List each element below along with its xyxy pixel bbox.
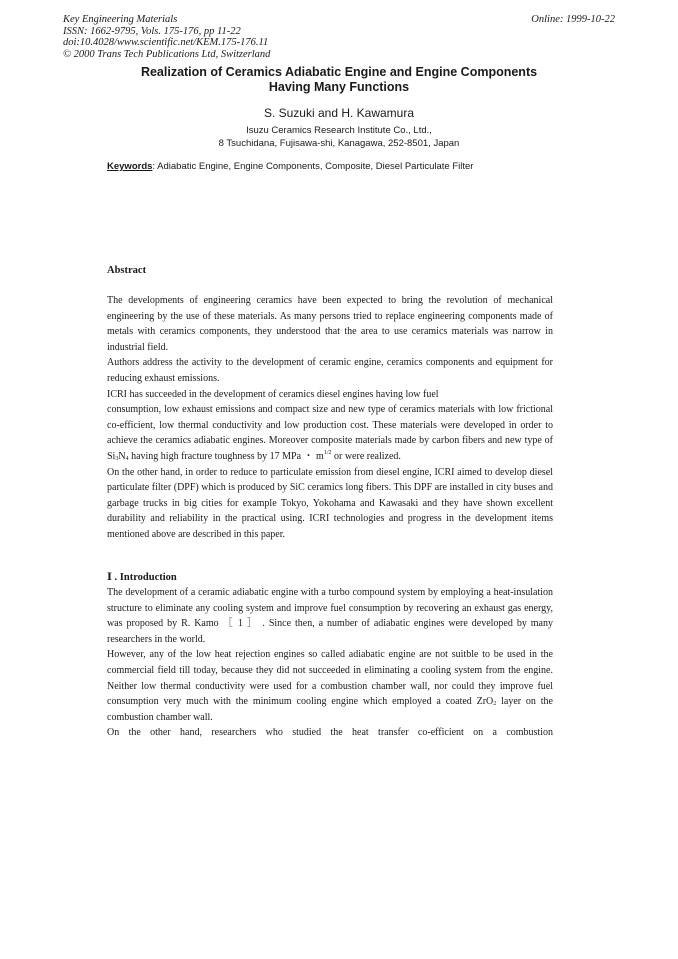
affiliation-line-2: 8 Tsuchidana, Fujisawa-shi, Kanagawa, 252-8501, Japan xyxy=(218,137,460,149)
journal-name: Key Engineering Materials xyxy=(63,14,178,25)
abstract-paragraph: On the other hand, in order to reduce to particulate emission from diesel engine, ICRI aimed to develop diesel particulate filter (DPF) which is produced by SiC ceramics long fibers. This DPF are installed in city buses and garbage trucks in big cities for example Tokyo, Yokohama and Kawasaki and they have shown excellent durability and reliability in the practical using. ICRI technologies and progress in the development items mentioned above are described in this paper. xyxy=(107,466,553,540)
journal-citation xyxy=(63,14,270,60)
abstract-paragraph: consumption, low exhaust emissions and compact size and new type of ceramics materials with low frictional co-efficient, low thermal conductivity and low production cost. These materials were developed in order to achieve the ceramics adiabatic engines. Moreover composite materials made by carbon fibers and new type of $Si_3N_4$ having high fracture toughness by 17 MPa ・ $m^{1/2}$ or were realized. xyxy=(107,404,553,462)
introduction-paragraph: The development of a ceramic adiabatic engine with a turbo compound system by employing a heat-insulation structure to eliminate any cooling system and improve fuel consumption by recovering an exhaust gas energy, was proposed by R. Kamo ［ 1 ］ . Since then, a number of adiabatic engines were developed by many researchers in the world. xyxy=(107,587,553,645)
abstract-paragraph: Authors address the activity to the development of ceramic engine, ceramics components and equipment for reducing exhaust emissions. xyxy=(107,357,553,384)
introduction-body xyxy=(107,585,553,741)
keywords-list: : Adiabatic Engine, Engine Components, Composite, Diesel Particulate Filter xyxy=(152,161,474,172)
affiliation-line-1: Isuzu Ceramics Research Institute Co., Ltd., xyxy=(246,125,432,136)
abstract-paragraph: ICRI has succeeded in the development of ceramics diesel engines having low fuel xyxy=(107,388,439,400)
journal-issn: ISSN: 1662-9795, Vols. 175-176, pp 11-22 xyxy=(63,25,241,37)
paper-authors: S. Suzuki and H. Kawamura xyxy=(263,106,415,120)
author-affiliation xyxy=(0,125,678,150)
abstract-body xyxy=(107,293,553,543)
introduction-paragraph: However, any of the low heat rejection engines so called adiabatic engine are not suitble to be used in the commercial field till today, because they did not succeeded in eliminating a cooling system from the engine. Neither low thermal conductivity were used for a combustion chamber wall, nor could they improve fuel consumption very much with the minimum cooling engine which employed a coated ZrO$_2$ layer on the combustion chamber wall. xyxy=(107,649,553,723)
journal-copyright: © 2000 Trans Tech Publications Ltd, Switzerland xyxy=(63,48,271,60)
introduction-heading: Ⅰ . Introduction xyxy=(107,572,177,583)
keywords-label: Keywords xyxy=(107,161,153,172)
paper-title-line-1: Realization of Ceramics Adiabatic Engine and Engine Components xyxy=(140,65,538,79)
paper-title-line-2: Having Many Functions xyxy=(268,80,410,94)
abstract-heading: Abstract xyxy=(107,265,147,276)
introduction-paragraph: On the other hand, researchers who studied the heat transfer co-efficient on a combustion xyxy=(107,727,553,739)
online-date: Online: 1999-10-22 xyxy=(531,14,615,25)
keywords xyxy=(107,161,473,173)
journal-doi: doi:10.4028/www.scientific.net/KEM.175-176.11 xyxy=(63,37,269,48)
abstract-paragraph: The developments of engineering ceramics have been expected to bring the revolution of mechanical engineering by the use of these materials. As many persons tried to replace engineering components made of metals with ceramics components, they understood that the area to use ceramics materials was narrow in industrial field. xyxy=(107,295,553,353)
paper-title xyxy=(0,65,678,95)
